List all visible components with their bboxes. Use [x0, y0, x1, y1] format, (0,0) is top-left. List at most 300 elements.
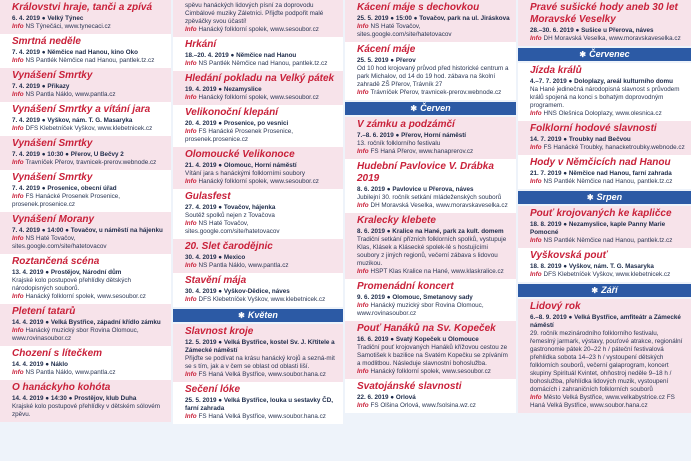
event-date-place — [530, 221, 685, 237]
info-contact: Hanácký folklorní spolek, www.sesoubor.cz — [25, 293, 146, 300]
event-title: Královstvi hraje, tanči a zpívá — [12, 2, 153, 13]
event-place: Přerov — [395, 57, 416, 64]
event-title: Vynášení Morany — [12, 214, 95, 225]
info-contact: Hanácký folklorní spolek, www.sesoubor.cz — [198, 94, 319, 101]
date-separator: ● — [216, 86, 224, 93]
event-date: 12. 5. 2019 ● Velká Bystřice, kostel Sv. J. Křtitele a Zámecké náměstí — [185, 339, 335, 354]
event-title: Smrtná neděle — [12, 36, 81, 47]
event-info — [12, 193, 165, 209]
event-description: Krajské kolo postupové přehlídky dětských národopisných souborů. — [12, 277, 132, 292]
date-separator: ● — [561, 221, 569, 228]
event-title: Roztančená scéna — [12, 256, 100, 267]
event-info — [12, 327, 165, 343]
event-info — [12, 159, 165, 167]
event-card — [0, 380, 171, 422]
info-label: Info — [12, 159, 24, 166]
event-place: Doloplazy, areál kulturního domu — [574, 78, 673, 85]
event-info — [185, 94, 337, 102]
event-card — [0, 212, 171, 254]
info-label: Info — [185, 178, 197, 185]
month-header — [173, 309, 343, 322]
event-date: 20. 4. 2019 — [185, 120, 217, 127]
info-contact: DFS Klebetníček Vyškov, www.klebetnicek.cz — [543, 271, 671, 278]
event-place: Svatý Kopeček u Olomouce — [395, 336, 479, 343]
event-card — [0, 304, 171, 346]
event-title: Promenádní koncert — [357, 281, 454, 292]
event-date-place — [357, 57, 510, 65]
event-title: Hudební Pavlovice V. Drábka 2019 — [357, 161, 494, 184]
event-date: 7. 4. 2019 — [12, 49, 41, 56]
info-contact: Hanácký folklorní spolek, www.sesoubor.cz — [198, 26, 319, 33]
date-separator: ● — [43, 269, 51, 276]
info-label: Info — [185, 94, 197, 101]
event-date-place — [530, 27, 685, 35]
event-date-place — [185, 288, 337, 296]
info-contact: FS Haná Přerov, www.hanaprerov.cz — [370, 148, 474, 155]
star-icon: ✱ — [591, 286, 599, 295]
event-title: Vynášení Smrtky — [12, 172, 93, 183]
info-label: Info — [530, 237, 542, 244]
info-label: Info — [185, 262, 197, 269]
event-card — [0, 136, 171, 170]
event-place: Nezamyslice — [223, 86, 262, 93]
info-contact: FS Olšina Orlová, www.fsolsina.wz.cz — [370, 402, 476, 409]
event-date-place — [357, 15, 510, 23]
event-place: Olomouc, Horní náměstí — [223, 162, 297, 169]
event-date-place — [185, 86, 337, 94]
event-info — [530, 35, 685, 43]
event-info — [530, 271, 685, 279]
column-2 — [173, 0, 343, 461]
event-title: Kralecky klebete — [357, 215, 436, 226]
event-date: 25. 5. 2019 — [357, 57, 389, 64]
event-card — [173, 0, 343, 37]
event-date: 25. 5. 2019 ● 15:00 ● Tovačov, park na ul. Jiráskova — [357, 15, 510, 22]
info-label: Info — [12, 369, 24, 376]
event-card — [0, 346, 171, 380]
event-date-place — [12, 185, 165, 193]
info-label: Info — [12, 91, 24, 98]
event-card — [518, 121, 691, 155]
event-card — [173, 189, 343, 239]
event-info — [530, 178, 685, 186]
event-date: 18. 8. 2019 — [530, 263, 562, 270]
event-date: 16. 6. 2019 — [357, 336, 389, 343]
date-separator: ● — [40, 185, 48, 192]
event-card — [173, 37, 343, 71]
date-separator: ● — [216, 204, 224, 211]
info-label: Info — [357, 202, 369, 209]
column-4 — [518, 0, 691, 461]
event-date: 21. 4. 2019 — [185, 162, 217, 169]
event-date-place — [357, 394, 510, 402]
date-separator: ● — [228, 52, 237, 59]
event-date: 4.–7. 7. 2019 — [530, 78, 567, 85]
event-place: Vyškov, nám. T. G. Masaryka — [47, 117, 133, 124]
event-date: 9. 6. 2019 — [357, 294, 386, 301]
info-label: Info — [12, 23, 24, 30]
info-contact: NS Pantlék Němčice nad Hanou, pantlek.tz.cz — [25, 57, 155, 64]
info-contact: DFS Klebetníček Vyškov, www.klebetnicek.cz — [25, 125, 153, 132]
event-description: Tradiční pouť krojovaných Hanáků křížovou cestou ze Samotišek k bazilice na Svatém Kopečku se zpíváním a modlitbou. Následuje slavnostní bohoslužba. — [357, 344, 508, 367]
event-date-place — [357, 294, 510, 302]
event-place: Sušice u Přerova, náves — [581, 27, 654, 34]
event-date-place — [530, 170, 685, 178]
month-name: Květen — [247, 310, 278, 320]
event-title: Slavnost kroje — [185, 326, 254, 337]
event-description: Od 10 hod krojovaný průvod před historické centrum a park Michalov, od 14 do 19 hod. zábava na školní zahradě ZŠ Přerov, Trávník 27 — [357, 65, 509, 88]
event-place: Prosenice, po vesnici — [223, 120, 289, 127]
event-date-place — [185, 162, 337, 170]
event-title: V zámku a podzámčí — [357, 119, 455, 130]
info-contact: Hanácký muzický sbor Rovina Olomouc, www.rovinasoubor.cz — [357, 302, 484, 317]
event-card — [0, 0, 171, 34]
info-contact: DH Moravská Veselka, www.moravskaveselka.cz — [370, 202, 508, 209]
event-card — [173, 273, 343, 307]
event-info — [530, 144, 685, 152]
event-info — [12, 57, 165, 65]
date-separator: ● — [393, 132, 402, 139]
event-date: 21. 7. 2019 — [530, 170, 562, 177]
event-description: Přijďte se podívat na krásu hanácký krojů a sezná-mit se s tím, jak a v čem se oblast od oblasti liší. — [185, 355, 335, 370]
info-contact: FS Hanácké Prosenek Prosenice, prosenek.prosenice.cz — [12, 193, 121, 208]
event-place: Přikazy — [47, 83, 70, 90]
event-card — [173, 239, 343, 273]
event-date-place — [12, 227, 165, 235]
event-place: Němčice nad Hanou, farní zahrada — [568, 170, 672, 177]
event-info — [185, 413, 337, 421]
info-label: Info — [185, 26, 197, 33]
month-name: Červen — [420, 103, 451, 113]
date-separator: ● — [566, 78, 575, 85]
info-label: Info — [12, 327, 24, 334]
info-contact: NS Haté Tovačov, sites.google.com/site/hatetovacov — [185, 220, 280, 235]
event-date-place — [12, 395, 165, 403]
event-date: 7. 4. 2019 ● 10:30 ● Přerov, U Bečvy 2 — [12, 151, 124, 158]
event-description: Soutěž spolků nejen z Tovačova — [185, 212, 275, 219]
event-description: Krajské kolo postupové přehlídky v dětském sólovém zpěvu. — [12, 403, 161, 418]
event-card — [173, 382, 343, 424]
event-info — [12, 369, 165, 377]
event-title: Sečení lóke — [185, 384, 241, 395]
event-title: Kácení máje s dechovkou — [357, 2, 480, 13]
event-info — [185, 371, 337, 379]
event-title: Vynášení Smrtky — [12, 70, 93, 81]
info-label: Info — [185, 296, 197, 303]
event-date-place — [12, 117, 165, 125]
date-separator: ● — [388, 336, 396, 343]
event-description: 13. ročník folklorního festivalu — [357, 140, 441, 147]
event-card — [345, 379, 516, 413]
event-info — [357, 268, 510, 276]
event-date-place — [12, 319, 165, 327]
info-label: Info — [357, 23, 369, 30]
event-place: Olomouc, Smetanovy sady — [392, 294, 473, 301]
event-info — [357, 402, 510, 410]
event-title: Pravé sušické hody aneb 30 let Moravské Veselky — [530, 2, 678, 25]
info-label: Info — [185, 413, 197, 420]
event-date: 8. 6. 2019 ● Kralice na Hané, park za kult. domem — [357, 228, 504, 235]
column-1 — [0, 0, 171, 461]
event-date-place — [185, 120, 337, 128]
info-label: Info — [357, 148, 369, 155]
event-title: Vyškovská pouť — [530, 250, 608, 261]
info-contact: Město Velká Bystřice, www.velkabystrice.cz FS Haná Velká Bystřice, www.soubor.hana.cz — [530, 394, 675, 409]
event-info — [12, 235, 165, 251]
event-title: Velikonoční klepání — [185, 107, 278, 118]
info-contact: DH Moravská Veselka, www.moravskaveselka.cz — [543, 35, 681, 42]
info-contact: Trávníček Přerov, travnicek-prerov.webnode.cz — [370, 89, 502, 96]
event-date: 7. 4. 2019 — [12, 117, 41, 124]
event-info — [12, 23, 165, 31]
info-contact: Travníček Přerov, travnicek-prerov.webnode.cz — [25, 159, 157, 166]
info-label: Info — [12, 193, 24, 200]
event-date-place — [12, 83, 165, 91]
event-info — [185, 262, 337, 270]
event-title: Jízda králů — [530, 65, 582, 76]
info-label: Info — [185, 60, 197, 67]
month-header — [518, 284, 691, 297]
event-card — [345, 117, 516, 159]
event-date-place — [530, 314, 685, 330]
event-card — [345, 42, 516, 100]
info-label: Info — [357, 302, 369, 309]
event-title: Hrkání — [185, 39, 217, 50]
event-card — [345, 159, 516, 213]
event-date: 18. 8. 2019 — [530, 221, 562, 228]
date-separator: ● — [561, 170, 569, 177]
event-title: Kácení máje — [357, 44, 416, 55]
event-card — [173, 71, 343, 105]
event-date: 7. 4. 2019 ● 14:00 ● Tovačov, u náměstí na hájenku — [12, 227, 163, 234]
event-place: Vyškov-Dědice, náves — [223, 288, 290, 295]
column-3 — [345, 0, 516, 461]
date-separator: ● — [216, 120, 224, 127]
info-contact: NS Pantlék Němčice nad Hanou, pantlek.tz.cz — [543, 237, 673, 244]
event-info — [530, 394, 685, 410]
info-label: Info — [12, 293, 24, 300]
star-icon: ✱ — [238, 311, 245, 320]
info-contact: NS Pantlék Němčice nad Hanou, pantlek.tz.cz — [543, 178, 673, 185]
info-label: Info — [357, 368, 369, 375]
date-separator: ● — [40, 49, 48, 56]
event-date: 19. 4. 2019 — [185, 86, 217, 93]
date-separator: ● — [40, 83, 48, 90]
info-label: Info — [12, 125, 24, 132]
event-info — [185, 128, 337, 144]
event-info — [530, 110, 685, 118]
date-separator: ● — [573, 27, 582, 34]
info-label: Info — [530, 144, 542, 151]
event-card — [0, 68, 171, 102]
info-contact: NS Haté Tovačov, sites.google.com/site/hatetovacov — [357, 23, 452, 38]
event-card — [173, 105, 343, 147]
event-title: Stavění mája — [185, 275, 247, 286]
event-info — [357, 148, 510, 156]
info-contact: FS Haná Velká Bystřice, www.soubor.hana.cz — [198, 413, 326, 420]
event-card — [518, 248, 691, 282]
event-date: 6.–8. 9. 2019 ● Velká Bystřice, amfiteátr a Zámecké náměstí — [530, 314, 681, 329]
event-card — [518, 206, 691, 248]
date-separator: ● — [216, 162, 224, 169]
event-date-place — [185, 339, 337, 355]
info-contact: FS Hanácké Prosenek Prosenice, prosenek.prosenice.cz — [185, 128, 294, 143]
info-contact: FS Haná Velká Bystřice, www.soubor.hana.cz — [198, 371, 326, 378]
event-place: Mexico — [223, 254, 246, 261]
event-info — [357, 202, 510, 210]
event-title: Folklorní hodové slavnosti — [530, 123, 657, 134]
event-date-place — [357, 132, 510, 140]
event-card — [345, 0, 516, 42]
event-info — [530, 237, 685, 245]
event-card — [518, 155, 691, 189]
event-date-place — [12, 15, 165, 23]
event-description: Jubilejní 30. ročník setkání mládeženských souborů — [357, 194, 502, 201]
event-card — [518, 63, 691, 121]
info-label: Info — [12, 57, 24, 64]
event-info — [357, 302, 510, 318]
info-contact: NS Týnečáci, www.tynecaci.cz — [25, 23, 111, 30]
event-title: Pletení tatarů — [12, 306, 76, 317]
date-separator: ● — [40, 15, 48, 22]
info-label: Info — [185, 220, 197, 227]
star-icon: ✱ — [410, 104, 418, 113]
event-description: Na Hané jedinečná národopisná slavnost s průvodem králů spojená na konci s bohatým doprovodným programem. — [530, 86, 680, 109]
event-place: Pavlovice u Přerova, náves — [392, 186, 474, 193]
event-date: 18.–20. 4. 2019 — [185, 52, 229, 59]
event-place: Přerov, Horní náměstí — [401, 132, 467, 139]
event-date: 30. 4. 2019 — [185, 288, 217, 295]
event-date: 7.–8. 6. 2019 — [357, 132, 394, 139]
date-separator: ● — [561, 136, 569, 143]
event-place: Orlová — [395, 394, 416, 401]
event-info — [357, 368, 510, 376]
info-contact: HSPT Klas Kralice na Hané, www.klaskralice.cz — [370, 268, 504, 275]
event-date-place — [530, 78, 685, 86]
star-icon: ✱ — [579, 50, 587, 59]
event-place: Náklo — [50, 361, 68, 368]
event-place: Troubky nad Bečvou — [568, 136, 631, 143]
event-date: 28.–30. 6. 2019 — [530, 27, 574, 34]
info-label: Info — [185, 371, 197, 378]
event-date-place — [12, 269, 165, 277]
event-date-place — [12, 151, 165, 159]
info-label: Info — [530, 271, 542, 278]
event-place: Prostějov, Národní dům — [50, 269, 122, 276]
date-separator: ● — [40, 117, 48, 124]
event-card — [345, 321, 516, 379]
info-contact: FS Hanácké Troubky, hanacketroubky.webnode.cz — [543, 144, 685, 151]
event-description: 29. ročník mezinárodního folklorního festivalu, řemeslný jarmark, výstavy, pouťové atrakce, regionální gastronomie pátek 20–22 h / páteční festivalová přehlídka sobota 14–23 h / vystoupení dětských folklorních souborů, večerní galaprogram, koncert skupiny Spirituál Kvintet, ohňostroj neděle 9–18 h / bohoslužba, přehlídka lidových muzik, vystoupení domácích i zahraničních folklorních souborů — [530, 330, 683, 393]
date-separator: ● — [388, 57, 396, 64]
month-header — [518, 191, 691, 204]
event-description: spěvu hanáckých lidových písní za doprovodu Cimbálové muziky Záletníci. Přijďte podpořit malé zpěváčky svou účastí! — [185, 2, 324, 25]
event-card — [0, 170, 171, 212]
date-separator: ● — [216, 254, 224, 261]
event-info — [185, 220, 337, 236]
info-contact: HNS Olešnica Doloplazy, www.olesnica.cz — [543, 110, 662, 117]
event-place: Tovačov, hájenka — [223, 204, 276, 211]
event-title: Pouť Hanáků na Sv. Kopeček — [357, 323, 496, 334]
event-title: Svatojánské slavnosti — [357, 381, 462, 392]
event-date: 14. 4. 2019 — [12, 361, 44, 368]
event-date-place — [185, 254, 337, 262]
info-label: Info — [530, 110, 542, 117]
event-title: Chození s lítečkem — [12, 348, 103, 359]
event-date: 13. 4. 2019 — [12, 269, 44, 276]
month-name: Srpen — [596, 192, 623, 202]
event-card — [345, 213, 516, 279]
event-date: 25. 5. 2019 ● Velká Bystřice, louka u sestavky ČD, farní zahrada — [185, 397, 334, 412]
info-label: Info — [357, 268, 369, 275]
event-date: 6. 4. 2019 — [12, 15, 41, 22]
event-date: 7. 4. 2019 — [12, 83, 41, 90]
info-contact: NS Pantla Náklo, www.pantla.cz — [25, 369, 116, 376]
event-title: Gulasfest — [185, 191, 231, 202]
event-place: Prosenice, obecní úřad — [47, 185, 117, 192]
event-date: 14. 7. 2019 — [530, 136, 562, 143]
month-name: Září — [601, 285, 618, 295]
date-separator: ● — [216, 288, 224, 295]
month-name: Červenec — [589, 49, 630, 59]
event-info — [12, 293, 165, 301]
info-label: Info — [185, 128, 197, 135]
info-contact: NS Haté Tovačov, sites.google.com/site/hatetovacov — [12, 235, 107, 250]
event-title: Olomoucké Velikonoce — [185, 149, 295, 160]
event-date-place — [357, 336, 510, 344]
event-title: Hledání pokladu na Velký pátek — [185, 73, 335, 84]
event-date: 7. 4. 2019 — [12, 185, 41, 192]
star-icon: ✱ — [586, 193, 594, 202]
event-card — [173, 147, 343, 189]
event-date-place — [12, 49, 165, 57]
event-date-place — [185, 52, 337, 60]
event-info — [185, 60, 337, 68]
info-label: Info — [530, 178, 542, 185]
event-card — [0, 254, 171, 304]
info-label: Info — [357, 89, 369, 96]
event-info — [12, 125, 165, 133]
event-place: Velký Týnec — [47, 15, 84, 22]
event-date-place — [185, 204, 337, 212]
month-header — [345, 102, 516, 115]
event-info — [357, 89, 510, 97]
info-contact: DFS Klebetníček Vyškov, www.klebetnicek.cz — [198, 296, 326, 303]
month-header — [518, 48, 691, 61]
event-place: Vyškov, nám. T. G. Masaryka — [568, 263, 654, 270]
event-date: 30. 4. 2019 — [185, 254, 217, 261]
event-title: 20. Slet čarodějnic — [185, 241, 273, 252]
event-info — [185, 26, 337, 34]
event-place: Nezamyslice, kaple Panny Marie Pomocné — [530, 221, 666, 236]
event-date-place — [357, 228, 510, 236]
event-date-place — [185, 397, 337, 413]
event-date-place — [530, 136, 685, 144]
date-separator: ● — [385, 294, 393, 301]
info-contact: Hanácký folklorní spolek, www.sesoubor.cz — [370, 368, 491, 375]
event-title: Hody v Němčicích nad Hanou — [530, 157, 671, 168]
event-card — [518, 299, 691, 413]
info-label: Info — [357, 402, 369, 409]
info-label: Info — [530, 35, 542, 42]
event-info — [185, 296, 337, 304]
event-card — [0, 34, 171, 68]
event-place: Němčice nad Hanou, kino Oko — [47, 49, 138, 56]
info-label: Info — [12, 235, 24, 242]
date-separator: ● — [385, 186, 393, 193]
event-date-place — [530, 263, 685, 271]
date-separator: ● — [388, 394, 396, 401]
